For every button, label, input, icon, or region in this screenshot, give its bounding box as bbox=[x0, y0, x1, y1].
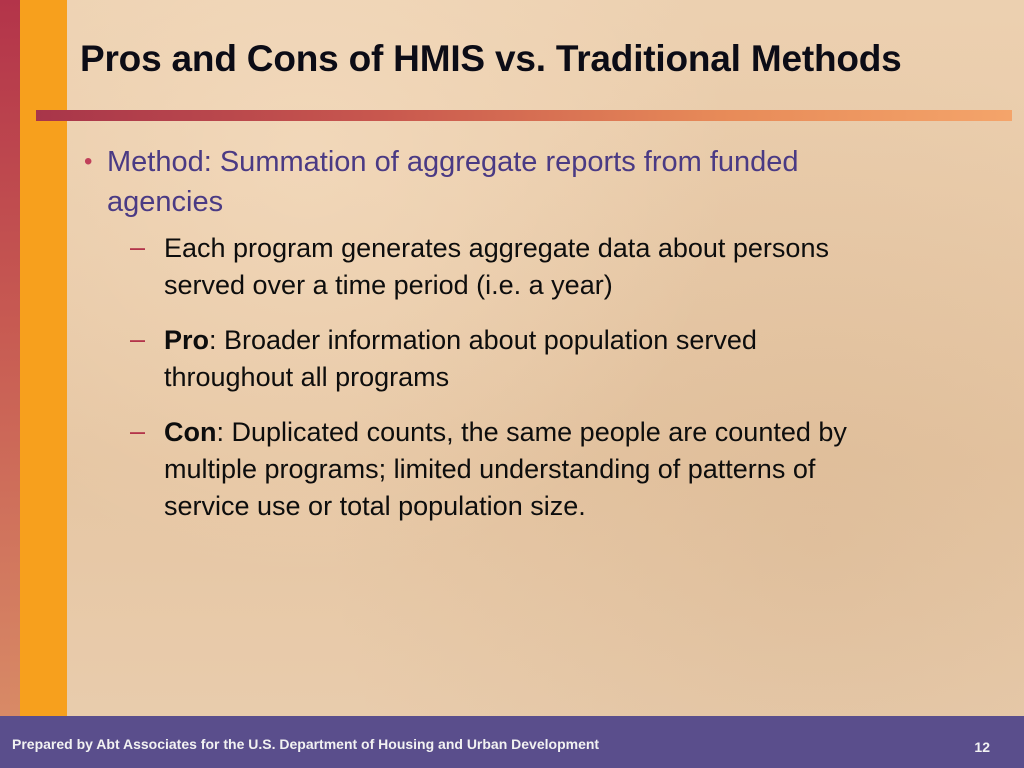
sub-bullet-line-1: : Duplicated counts, the same people are counted by bbox=[216, 417, 847, 447]
main-bullet-line-1: Method: Summation of aggregate reports from funded bbox=[107, 146, 799, 178]
slide-footer bbox=[0, 716, 1024, 768]
slide-content bbox=[80, 142, 980, 543]
dash-icon: – bbox=[130, 416, 146, 446]
sub-bullet-line-2: served over a time period (i.e. a year) bbox=[164, 270, 613, 300]
sub-bullet-line-1: Each program generates aggregate data about persons bbox=[164, 233, 829, 263]
main-bullet-line-2: agencies bbox=[107, 186, 224, 218]
left-accent-bar-red bbox=[0, 0, 20, 716]
sub-bullet-line-1: : Broader information about population served bbox=[209, 325, 757, 355]
sub-bullet-line-3: service use or total population size. bbox=[164, 491, 586, 521]
sub-bullet-line-2: multiple programs; limited understanding of patterns of bbox=[164, 454, 816, 484]
dash-icon: – bbox=[130, 232, 146, 262]
slide-title: Pros and Cons of HMIS vs. Traditional Methods bbox=[80, 38, 902, 79]
pro-label: Pro bbox=[164, 325, 210, 355]
sub-bullet-con bbox=[130, 414, 980, 525]
sub-bullet-each-program bbox=[130, 230, 980, 304]
footer-credit: Prepared by Abt Associates for the U.S. Department of Housing and Urban Development bbox=[12, 736, 600, 752]
sub-bullet-line-2: throughout all programs bbox=[164, 362, 450, 392]
main-bullet bbox=[80, 142, 980, 222]
left-accent-bar-orange bbox=[20, 0, 67, 716]
dash-icon: – bbox=[130, 324, 146, 354]
title-divider bbox=[36, 110, 1012, 121]
page-number: 12 bbox=[974, 739, 990, 755]
sub-bullet-list bbox=[80, 230, 980, 525]
sub-bullet-pro bbox=[130, 322, 980, 396]
con-label: Con bbox=[164, 417, 217, 447]
bullet-dot-icon: • bbox=[84, 148, 93, 175]
